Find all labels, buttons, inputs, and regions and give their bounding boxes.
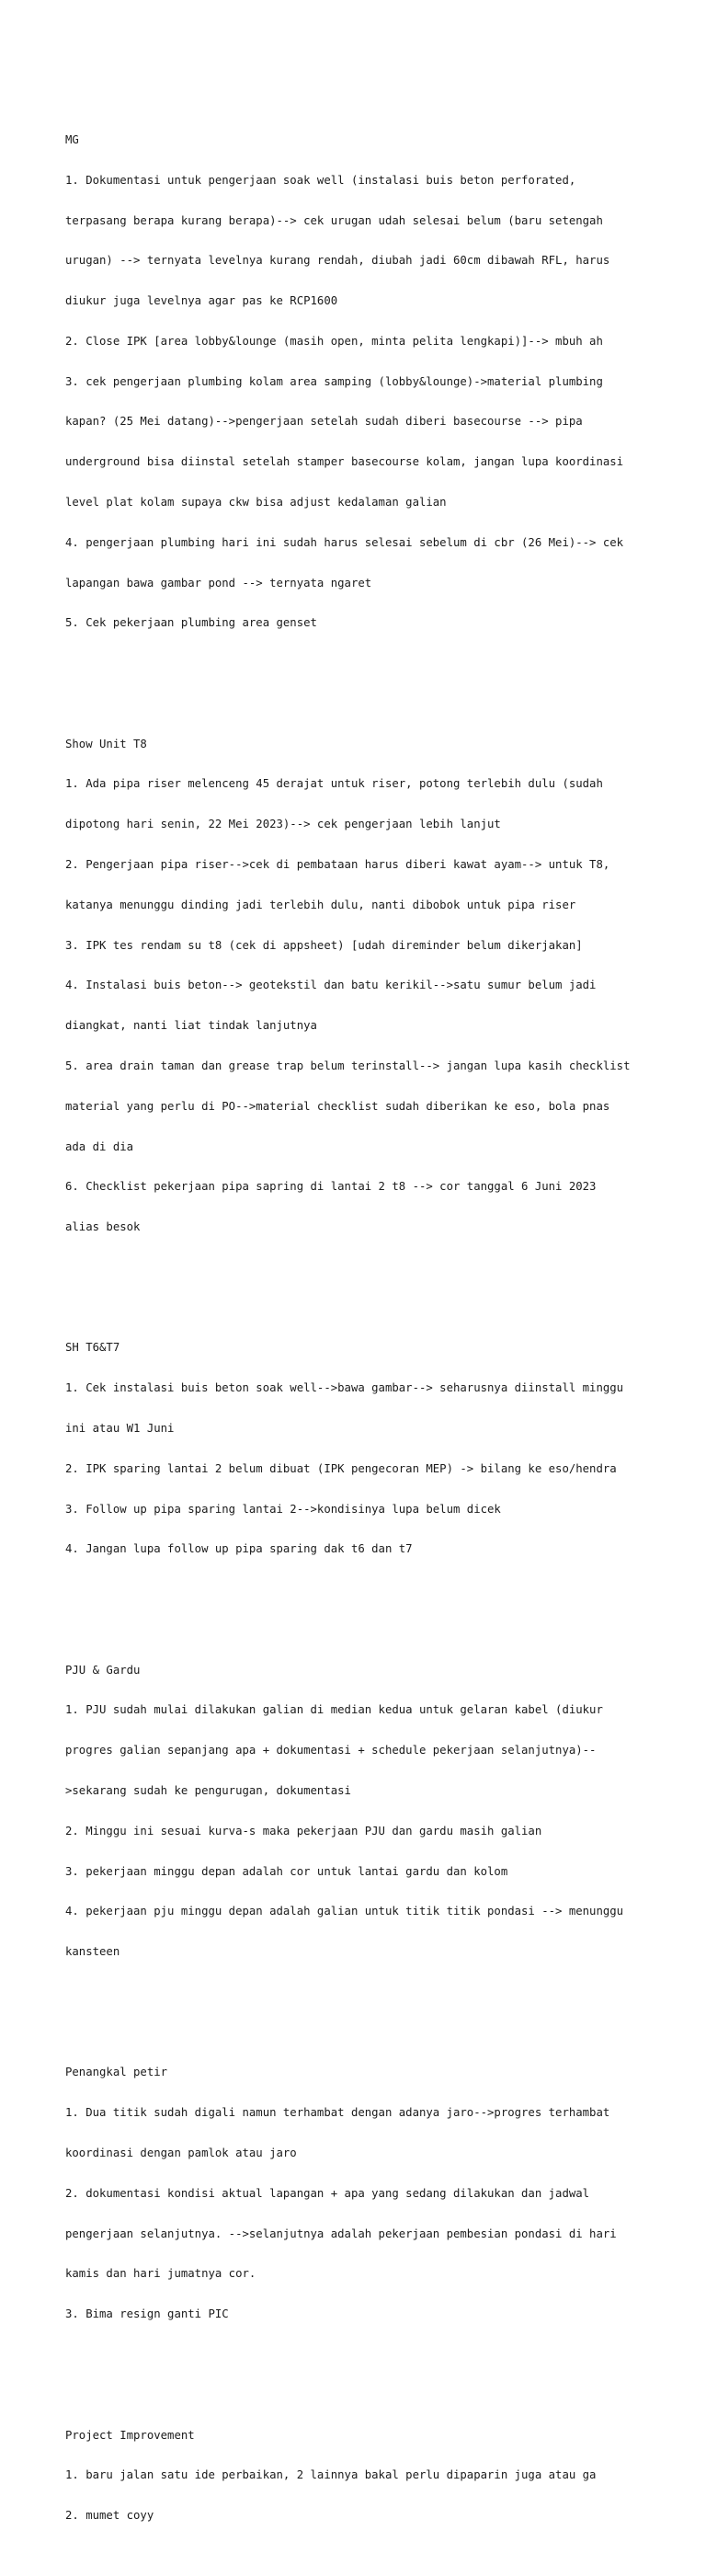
text-line: 2. Close IPK [area lobby&lounge (masih open, minta pelita lengkapi)]--> mbuh ah <box>65 334 603 348</box>
document-page <box>65 66 654 2576</box>
section-heading: PJU & Gardu <box>65 1663 141 1677</box>
section-heading: Penangkal petir <box>65 2066 168 2079</box>
text-line: kapan? (25 Mei datang)-->pengerjaan setelah sudah diberi basecourse --> pipa <box>65 415 583 429</box>
text-line: kamis dan hari jumatnya cor. <box>65 2267 256 2281</box>
text-line: 4. Jangan lupa follow up pipa sparing dak t6 dan t7 <box>65 1542 413 1556</box>
section-mg <box>65 107 654 657</box>
text-line: 4. pengerjaan plumbing hari ini sudah harus selesai sebelum di cbr (26 Mei)--> cek <box>65 535 624 549</box>
text-line: 1. Ada pipa riser melenceng 45 derajat untuk riser, potong terlebih dulu (sudah <box>65 777 603 791</box>
text-line: diangkat, nanti liat tindak lanjutnya <box>65 1019 317 1033</box>
text-line: material yang perlu di PO-->material checklist sudah diberikan ke eso, bola pnas <box>65 1099 610 1113</box>
text-line: 1. Dokumentasi untuk pengerjaan soak well (instalasi buis beton perforated, <box>65 173 576 187</box>
text-line: 6. Checklist pekerjaan pipa sapring di lantai 2 t8 --> cor tanggal 6 Juni 2023 <box>65 1180 597 1194</box>
section-heading: MG <box>65 132 79 146</box>
text-line: 3. cek pengerjaan plumbing kolam area samping (lobby&lounge)->material plumbing <box>65 374 603 388</box>
text-line: 4. pekerjaan pju minggu depan adalah galian untuk titik titik pondasi --> menunggu <box>65 1905 624 1918</box>
section-project-improvement <box>65 2401 654 2549</box>
text-line: katanya menunggu dinding jadi terlebih dulu, nanti dibobok untuk pipa riser <box>65 898 576 911</box>
text-line: 2. Pengerjaan pipa riser-->cek di pembataan harus diberi kawat ayam--> untuk T8, <box>65 858 610 872</box>
text-line: 3. IPK tes rendam su t8 (cek di appsheet) [udah direminder belum dikerjakan] <box>65 938 583 952</box>
text-line: 2. mumet coyy <box>65 2509 154 2523</box>
text-line: terpasang berapa kurang berapa)--> cek urugan udah selesai belum (baru setengah <box>65 213 603 227</box>
text-line: 1. Cek instalasi buis beton soak well-->bawa gambar--> seharusnya diinstall minggu <box>65 1381 624 1395</box>
text-line: 2. dokumentasi kondisi aktual lapangan + apa yang sedang dilakukan dan jadwal <box>65 2186 590 2200</box>
section-heading: Project Improvement <box>65 2428 195 2442</box>
text-line: pengerjaan selanjutnya. -->selanjutnya adalah pekerjaan pembesian pondasi di hari <box>65 2227 617 2240</box>
text-line: urugan) --> ternyata levelnya kurang rendah, diubah jadi 60cm dibawah RFL, harus <box>65 254 610 268</box>
section-heading: SH T6&T7 <box>65 1341 120 1355</box>
section-penangkal-petir <box>65 2039 654 2348</box>
text-line: diukur juga levelnya agar pas ke RCP1600 <box>65 294 338 308</box>
text-line: koordinasi dengan pamlok atau jaro <box>65 2147 297 2160</box>
text-line: 2. IPK sparing lantai 2 belum dibuat (IPK pengecoran MEP) -> bilang ke eso/hendra <box>65 1461 617 1475</box>
text-line: 1. PJU sudah mulai dilakukan galian di median kedua untuk gelaran kabel (diukur <box>65 1703 603 1717</box>
text-line: 3. pekerjaan minggu depan adalah cor untuk lantai gardu dan kolom <box>65 1864 508 1878</box>
section-heading: Show Unit T8 <box>65 737 147 750</box>
section-sh-t6-t7 <box>65 1314 654 1583</box>
text-line: level plat kolam supaya ckw bisa adjust kedalaman galian <box>65 496 447 509</box>
section-show-unit-t8 <box>65 711 654 1261</box>
text-line: 5. area drain taman dan grease trap belum terinstall--> jangan lupa kasih checklist <box>65 1059 631 1072</box>
text-line: lapangan bawa gambar pond --> ternyata ngaret <box>65 576 372 590</box>
text-line: alias besok <box>65 1220 141 1234</box>
text-line: 3. Follow up pipa sparing lantai 2-->kondisinya lupa belum dicek <box>65 1502 501 1516</box>
text-line: 2. Minggu ini sesuai kurva-s maka pekerjaan PJU dan gardu masih galian <box>65 1824 542 1838</box>
text-line: underground bisa diinstal setelah stamper basecourse kolam, jangan lupa koordinasi <box>65 455 624 469</box>
text-line: ada di dia <box>65 1139 134 1153</box>
text-line: 3. Bima resign ganti PIC <box>65 2307 229 2321</box>
text-line: ini atau W1 Juni <box>65 1421 175 1435</box>
text-line: 5. Cek pekerjaan plumbing area genset <box>65 616 317 630</box>
text-line: dipotong hari senin, 22 Mei 2023)--> cek pengerjaan lebih lanjut <box>65 818 501 831</box>
text-line: progres galian sepanjang apa + dokumentasi + schedule pekerjaan selanjutnya)-- <box>65 1744 597 1757</box>
text-line: kansteen <box>65 1945 120 1959</box>
text-line: 1. Dua titik sudah digali namun terhambat dengan adanya jaro-->progres terhambat <box>65 2106 610 2120</box>
text-line: >sekarang sudah ke pengurugan, dokumentasi <box>65 1784 351 1797</box>
text-line: 4. Instalasi buis beton--> geotekstil dan batu kerikil-->satu sumur belum jadi <box>65 979 597 992</box>
section-pju-gardu <box>65 1636 654 1985</box>
text-line: 1. baru jalan satu ide perbaikan, 2 lainnya bakal perlu dipaparin juga atau ga <box>65 2468 597 2482</box>
